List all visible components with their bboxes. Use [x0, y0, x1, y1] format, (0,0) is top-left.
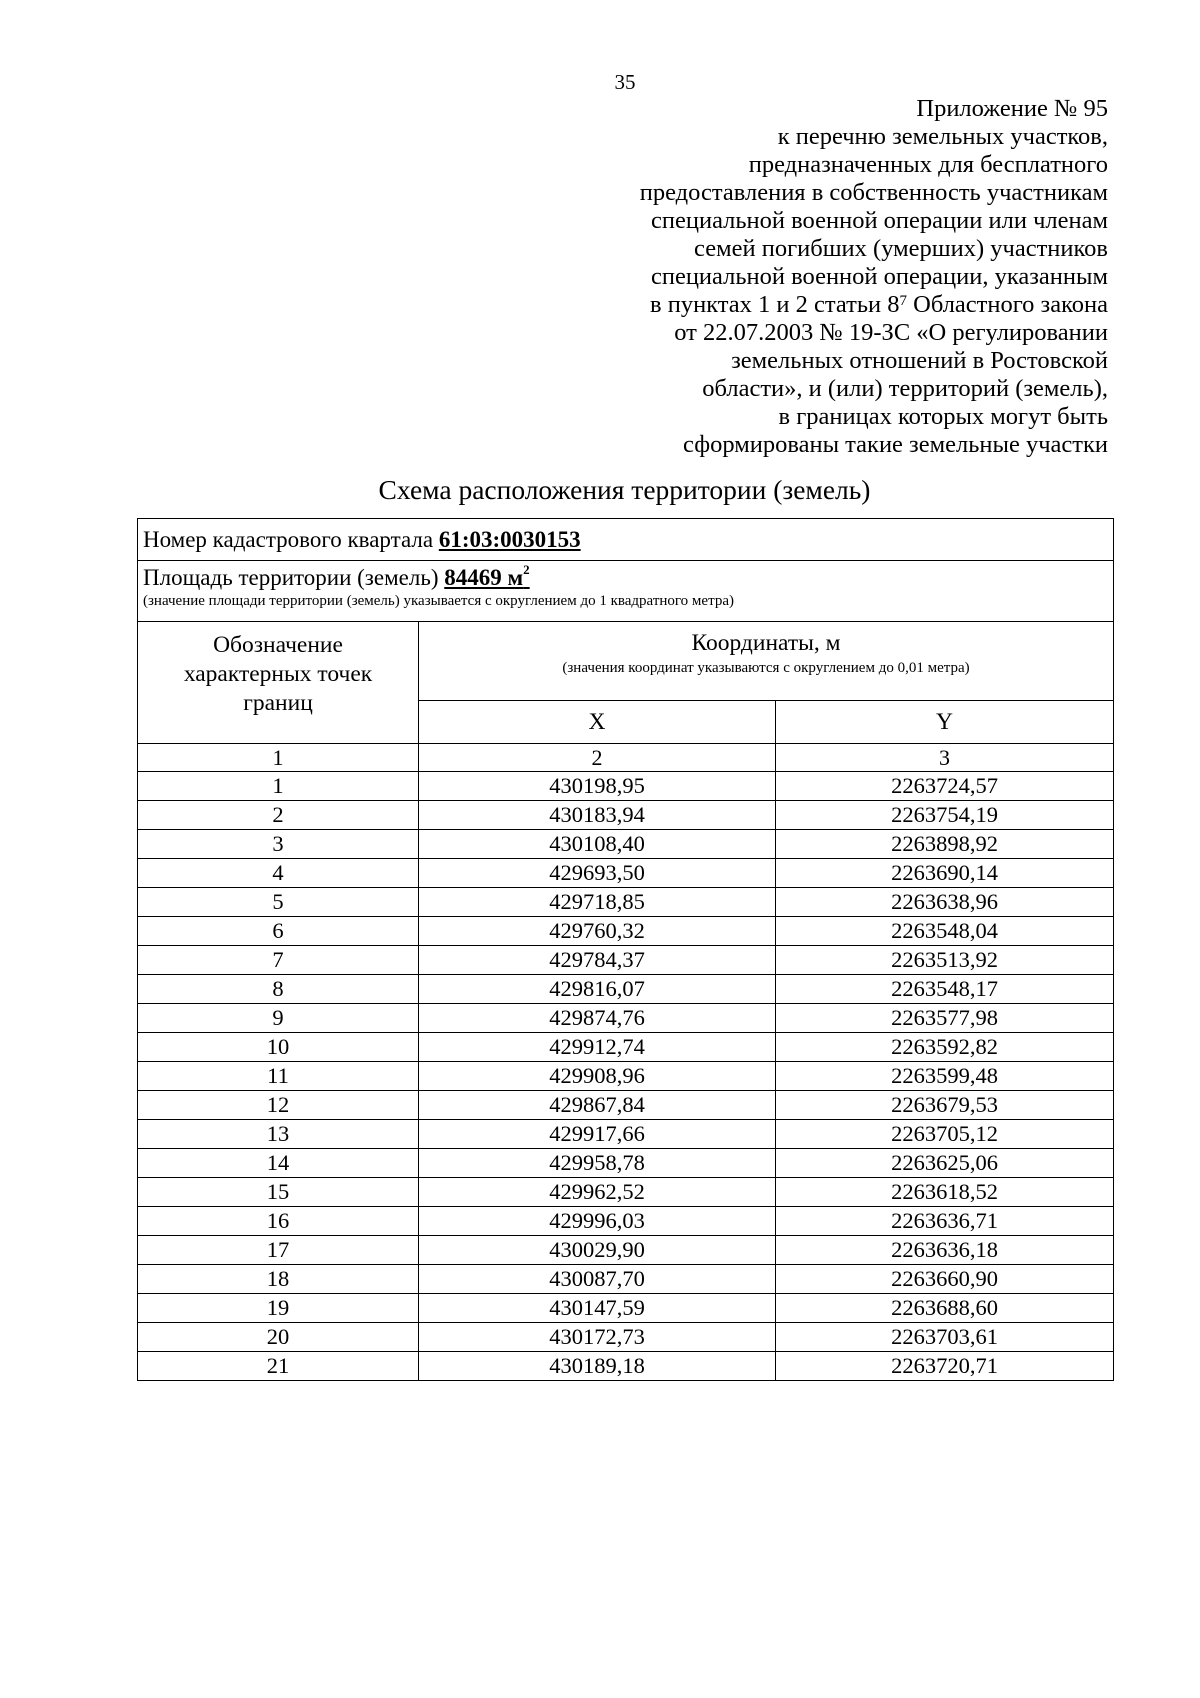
area-unit-superscript: 2: [523, 562, 530, 577]
point-number-cell: 13: [138, 1120, 419, 1149]
y-coordinate-cell: 2263638,96: [776, 888, 1114, 917]
x-coordinate-cell: 430087,70: [419, 1265, 776, 1294]
table-row: [138, 801, 1114, 830]
x-coordinate-cell: 429784,37: [419, 946, 776, 975]
x-coordinate-cell: 429912,74: [419, 1033, 776, 1062]
appendix-line: предоставления в собственность участникам: [639, 179, 1108, 206]
table-row: [138, 1323, 1114, 1352]
y-coordinate-cell: 2263592,82: [776, 1033, 1114, 1062]
appendix-line: семей погибших (умерших) участников: [694, 235, 1108, 262]
y-coordinate-cell: 2263660,90: [776, 1265, 1114, 1294]
page-number: 35: [614, 70, 636, 94]
table-row: [138, 772, 1114, 801]
x-coordinate-cell: 429693,50: [419, 859, 776, 888]
table-row: [138, 888, 1114, 917]
point-number-cell: 21: [138, 1352, 419, 1381]
x-coordinate-cell: 429718,85: [419, 888, 776, 917]
article-superscript: 7: [899, 293, 908, 309]
points-header-line: границ: [243, 690, 313, 716]
table-row: [138, 1352, 1114, 1381]
cadastral-cell: [138, 519, 1114, 561]
cadastral-number: 61:03:0030153: [438, 526, 581, 552]
appendix-line: от 22.07.2003 № 19-ЗС «О регулировании: [674, 319, 1108, 346]
table-row: [138, 946, 1114, 975]
point-number-cell: 5: [138, 888, 419, 917]
y-coordinate-cell: 2263548,04: [776, 917, 1114, 946]
point-number-cell: 8: [138, 975, 419, 1004]
point-number-cell: 12: [138, 1091, 419, 1120]
coordinates-table: [137, 518, 1114, 1381]
y-coordinate-cell: 2263754,19: [776, 801, 1114, 830]
y-coordinate-cell: 2263548,17: [776, 975, 1114, 1004]
appendix-line: Приложение № 95: [916, 95, 1108, 122]
y-coordinate-cell: 2263599,48: [776, 1062, 1114, 1091]
table-row: [138, 1091, 1114, 1120]
cadastral-row: [138, 519, 1114, 561]
x-coordinate-cell: 430147,59: [419, 1294, 776, 1323]
table-row: [138, 1294, 1114, 1323]
table-row: [138, 1236, 1114, 1265]
table-row: [138, 1149, 1114, 1178]
x-coordinate-cell: 429962,52: [419, 1178, 776, 1207]
x-coordinate-cell: 430108,40: [419, 830, 776, 859]
column-number: 3: [776, 744, 1114, 772]
point-number-cell: 1: [138, 772, 419, 801]
appendix-line-tail: Областного закона: [907, 291, 1108, 318]
table-row: [138, 1265, 1114, 1294]
area-value: [444, 562, 530, 590]
x-coordinate-cell: 429874,76: [419, 1004, 776, 1033]
x-coordinate-cell: 429908,96: [419, 1062, 776, 1091]
appendix-header: [548, 95, 1108, 459]
area-label: Площадь территории (земель): [143, 565, 445, 590]
point-number-cell: 19: [138, 1294, 419, 1323]
coords-header-title: Координаты, м: [691, 630, 841, 656]
area-row: [138, 561, 1114, 622]
y-coordinate-cell: 2263688,60: [776, 1294, 1114, 1323]
column-number: 2: [419, 744, 776, 772]
x-column-header: X: [419, 701, 776, 744]
appendix-line: земельных отношений в Ростовской: [731, 347, 1108, 374]
appendix-line-head: в пунктах 1 и 2 статьи 8: [650, 291, 900, 318]
point-number-cell: 11: [138, 1062, 419, 1091]
appendix-line: к перечню земельных участков,: [777, 123, 1108, 150]
column-number-row: [138, 744, 1114, 772]
table-row: [138, 1004, 1114, 1033]
point-number-cell: 6: [138, 917, 419, 946]
y-coordinate-cell: 2263724,57: [776, 772, 1114, 801]
appendix-line: в границах которых могут быть: [778, 403, 1108, 430]
table-row: [138, 1120, 1114, 1149]
point-number-cell: 10: [138, 1033, 419, 1062]
x-coordinate-cell: 430198,95: [419, 772, 776, 801]
appendix-line: специальной военной операции, указанным: [650, 263, 1108, 290]
area-note: (значение площади территории (земель) указывается с округлением до 1 квадратного метра): [143, 593, 734, 609]
point-number-cell: 3: [138, 830, 419, 859]
x-coordinate-cell: 430172,73: [419, 1323, 776, 1352]
point-number-cell: 14: [138, 1149, 419, 1178]
table-row: [138, 1178, 1114, 1207]
document-title: Схема расположения территории (земель): [378, 474, 871, 505]
y-coordinate-cell: 2263625,06: [776, 1149, 1114, 1178]
table-row: [138, 1207, 1114, 1236]
y-coordinate-cell: 2263636,71: [776, 1207, 1114, 1236]
x-coordinate-cell: 429996,03: [419, 1207, 776, 1236]
x-coordinate-cell: 429917,66: [419, 1120, 776, 1149]
y-coordinate-cell: 2263636,18: [776, 1236, 1114, 1265]
y-coordinate-cell: 2263705,12: [776, 1120, 1114, 1149]
point-number-cell: 16: [138, 1207, 419, 1236]
table-row: [138, 830, 1114, 859]
coords-note: (значения координат указываются с округлением до 0,01 метра): [562, 660, 970, 676]
y-coordinate-cell: 2263513,92: [776, 946, 1114, 975]
point-number-cell: 4: [138, 859, 419, 888]
x-coordinate-cell: 430183,94: [419, 801, 776, 830]
x-coordinate-cell: 429867,84: [419, 1091, 776, 1120]
y-coordinate-cell: 2263703,61: [776, 1323, 1114, 1352]
area-cell: [138, 561, 1114, 622]
x-coordinate-cell: 429816,07: [419, 975, 776, 1004]
x-coordinate-cell: 430029,90: [419, 1236, 776, 1265]
point-number-cell: 9: [138, 1004, 419, 1033]
point-number-cell: 17: [138, 1236, 419, 1265]
appendix-line: области», и (или) территорий (земель),: [702, 375, 1108, 402]
point-number-cell: 15: [138, 1178, 419, 1207]
appendix-line-with-sup: [548, 291, 1108, 319]
point-number-cell: 7: [138, 946, 419, 975]
cadastral-label: Номер кадастрового квартала: [143, 526, 439, 552]
appendix-line: специальной военной операции или членам: [650, 207, 1108, 234]
table-row: [138, 1062, 1114, 1091]
table-row: [138, 975, 1114, 1004]
x-coordinate-cell: 429760,32: [419, 917, 776, 946]
point-number-cell: 20: [138, 1323, 419, 1352]
coords-header: [419, 622, 1114, 701]
y-coordinate-cell: 2263679,53: [776, 1091, 1114, 1120]
header-row: [138, 622, 1114, 701]
x-coordinate-cell: 429958,78: [419, 1149, 776, 1178]
y-column-header: Y: [776, 701, 1114, 744]
y-coordinate-cell: 2263898,92: [776, 830, 1114, 859]
point-number-cell: 18: [138, 1265, 419, 1294]
table-row: [138, 917, 1114, 946]
points-header: [138, 622, 419, 744]
point-number-cell: 2: [138, 801, 419, 830]
appendix-line: предназначенных для бесплатного: [748, 151, 1108, 178]
appendix-line: сформированы такие земельные участки: [683, 431, 1108, 458]
table-row: [138, 1033, 1114, 1062]
x-coordinate-cell: 430189,18: [419, 1352, 776, 1381]
y-coordinate-cell: 2263618,52: [776, 1178, 1114, 1207]
y-coordinate-cell: 2263690,14: [776, 859, 1114, 888]
area-number: 84469 м: [444, 565, 524, 590]
points-header-line: характерных точек: [183, 661, 373, 687]
y-coordinate-cell: 2263577,98: [776, 1004, 1114, 1033]
column-number: 1: [138, 744, 419, 772]
points-header-line: Обозначение: [213, 632, 343, 658]
y-coordinate-cell: 2263720,71: [776, 1352, 1114, 1381]
table-row: [138, 859, 1114, 888]
